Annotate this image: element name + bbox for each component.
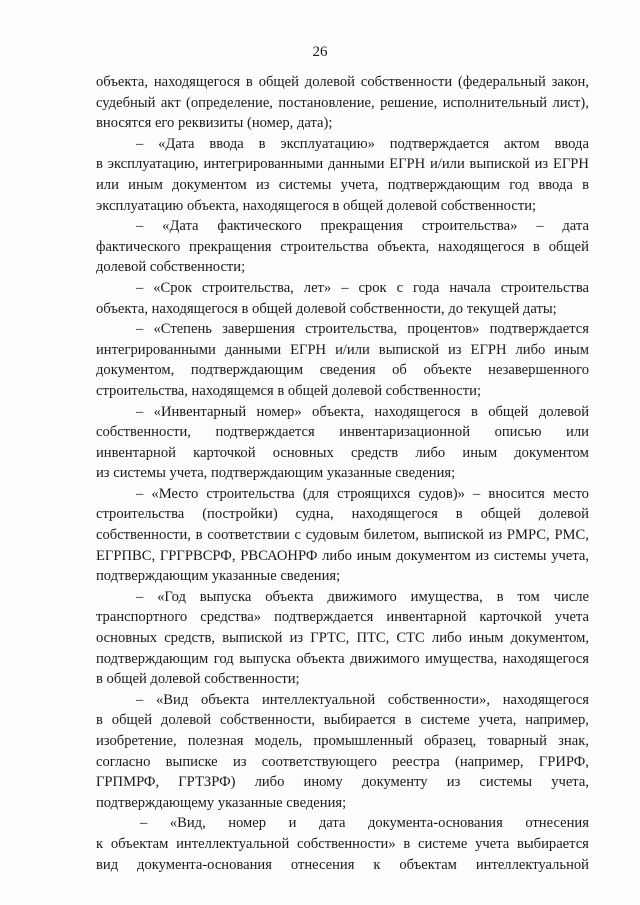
- text-line: инвентарной карточкой основных средств либо иным документом: [96, 444, 589, 461]
- text-line: объекта, находящегося в общей долевой собственности, до текущей даты;: [96, 300, 557, 317]
- text-line: – «Инвентарный номер» объекта, находящегося в общей долевой: [136, 403, 589, 420]
- text-line: объекта, находящегося в общей долевой собственности (федеральный закон,: [96, 74, 589, 90]
- text-line: строительства, находящемся в общей долевой собственности;: [96, 382, 481, 399]
- document-body: [96, 72, 589, 875]
- text-line: подтверждающим год выпуска объекта движимого имущества, находящегося: [96, 650, 589, 667]
- text-line: ГРПМРФ, ГРТЗРФ) либо иному документу из системы учета,: [96, 774, 589, 791]
- text-line: долевой собственности;: [96, 259, 246, 276]
- paragraph-production-year: [96, 587, 589, 690]
- text-line: собственности, в соответствии с судовым билетом, выпиской из РМРС, РМС,: [96, 527, 589, 544]
- text-line: – «Вид объекта интеллектуальной собственности», находящегося: [136, 691, 589, 708]
- text-line: – «Дата фактического прекращения строительства» – дата: [136, 218, 589, 235]
- text-line: – «Степень завершения строительства, процентов» подтверждается: [136, 321, 589, 338]
- paragraph-commissioning-date: [96, 134, 589, 216]
- text-line: – «Вид, номер и дата документа-основания отнесения: [140, 815, 589, 832]
- text-line: в эксплуатацию, интегрированными данными ЕГРН и/или выпиской из ЕГРН: [96, 156, 589, 173]
- text-line: к объектам интеллектуальной собственности» в системе учета выбирается: [96, 835, 589, 852]
- text-line: вносятся его реквизиты (номер, дата);: [96, 115, 333, 132]
- paragraph-ip-type: [96, 690, 589, 814]
- paragraph-completion-degree: [96, 319, 589, 401]
- paragraph-construction-term: [96, 278, 589, 319]
- text-line: в общей долевой собственности;: [96, 671, 300, 688]
- text-line: подтверждающим указанные сведения;: [96, 568, 341, 585]
- text-line: документом, подтверждающим сведения об объекте незавершенного: [96, 362, 589, 379]
- paragraph-construction-place: [96, 484, 589, 587]
- text-line: подтверждающему указанные сведения;: [96, 794, 347, 811]
- text-line: судебный акт (определение, постановление, решение, исполнительный лист),: [96, 94, 589, 111]
- paragraph-construction-stop-date: [96, 216, 589, 278]
- text-line: – «Место строительства (для строящихся судов)» – вносится место: [136, 485, 589, 502]
- text-line: эксплуатацию объекта, находящегося в общей долевой собственности;: [96, 197, 537, 214]
- text-line: собственности, подтверждается инвентаризационной описью или: [96, 424, 589, 441]
- text-line: или иным документом из системы учета, подтверждающим год ввода в: [96, 176, 589, 193]
- text-line: строительства (постройки) судна, находящегося в общей долевой: [96, 506, 589, 523]
- text-line: из системы учета, подтверждающим указанные сведения;: [96, 465, 456, 482]
- text-line: изобретение, полезная модель, промышленный образец, товарный знак,: [96, 733, 589, 749]
- text-line: – «Срок строительства, лет» – срок с года начала строительства: [136, 279, 589, 296]
- text-line: вид документа-основания отнесения к объектам интеллектуальной: [96, 856, 589, 873]
- text-line: фактического прекращения строительства объекта, находящегося в общей: [96, 238, 589, 255]
- text-line: основных средств, выпиской из ГРТС, ПТС, СТС либо иным документом,: [96, 630, 589, 647]
- paragraph-ip-basis-document: [96, 813, 589, 875]
- text-line: в общей долевой собственности, выбирается в системе учета, например,: [96, 712, 589, 729]
- text-line: транспортного средства» подтверждается инвентарной карточкой учета: [96, 609, 589, 626]
- text-line: – «Дата ввода в эксплуатацию» подтверждается актом ввода: [136, 135, 589, 152]
- paragraph-inventory-number: [96, 402, 589, 484]
- text-line: интегрированными данными ЕГРН и/или выпиской из ЕГРН либо иным: [96, 341, 589, 358]
- page-number: 26: [312, 44, 328, 60]
- text-line: согласно выписке из соответствующего реестра (например, ГРИРФ,: [96, 753, 589, 770]
- text-line: ЕГРПВС, ГРГРВСРФ, РВСАОНРФ либо иным документом из системы учета,: [96, 547, 589, 564]
- paragraph-ownership-basis: [96, 72, 589, 134]
- text-line: – «Год выпуска объекта движимого имущества, в том числе: [136, 588, 589, 605]
